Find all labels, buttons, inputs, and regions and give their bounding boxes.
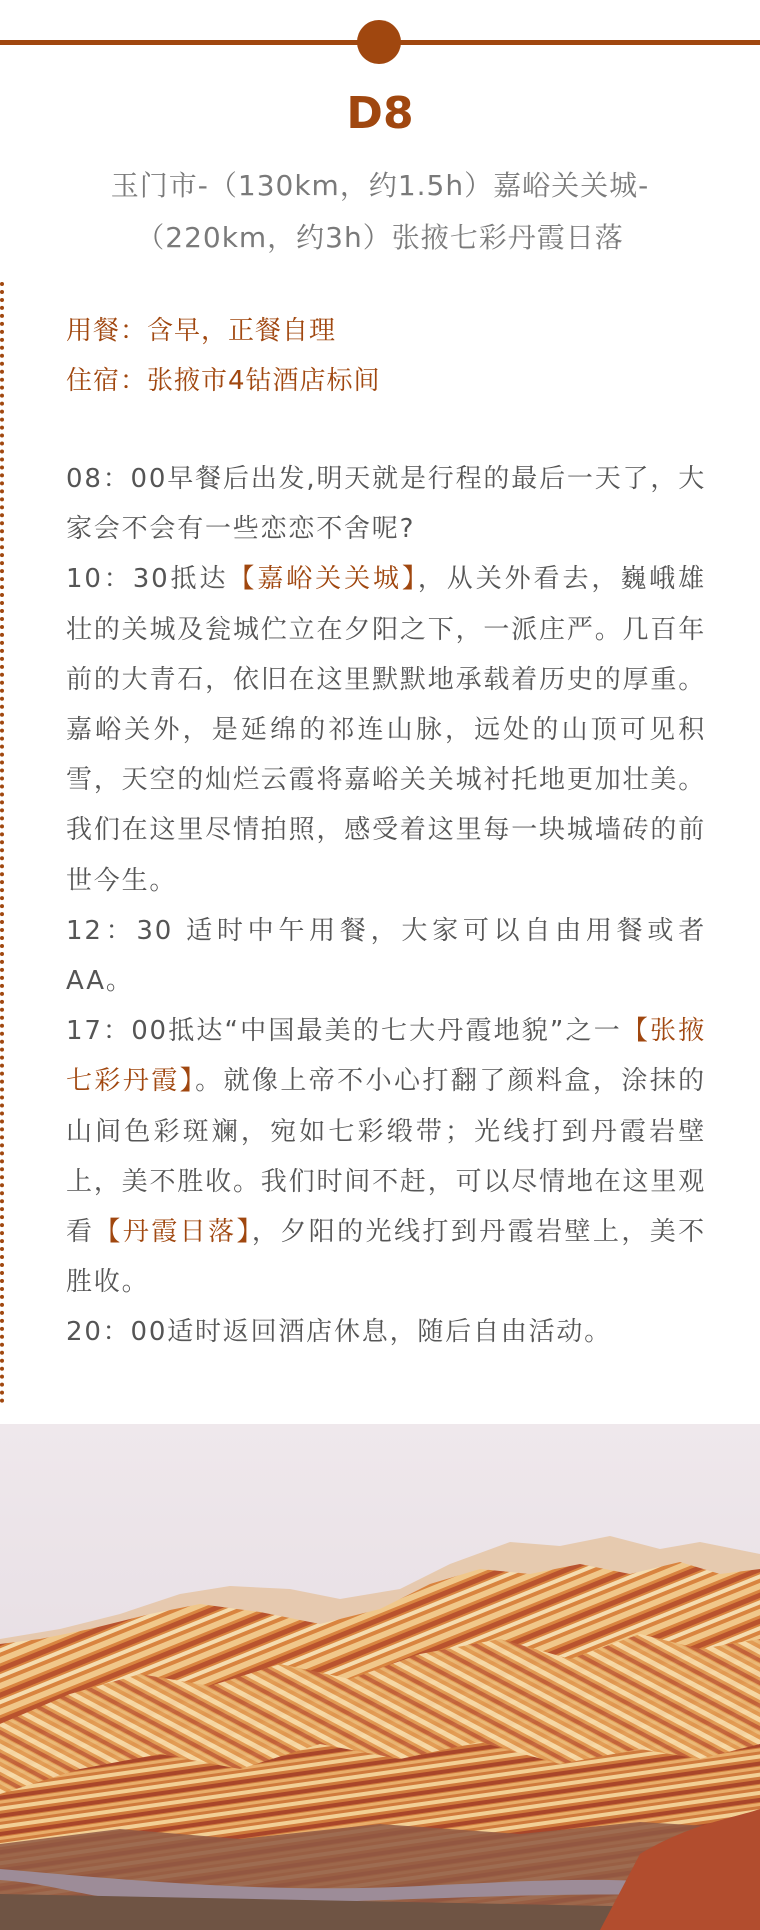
lodging-info: 住宿：张掖市4钻酒店标间	[66, 366, 381, 396]
highlight-danxia-sunset: 【丹霞日落】	[94, 1217, 252, 1248]
schedule-item-1030	[66, 554, 706, 905]
schedule-text-segment: ，夕阳的光线打到丹霞岩壁上，美不胜收。	[66, 1217, 706, 1298]
top-divider-dot	[357, 20, 401, 64]
route-subtitle: 玉门市-（130km，约1.5h）嘉峪关关城-（220km，约3h）张掖七彩丹霞日落	[110, 169, 650, 254]
schedule-text-segment: ，从关外看去，巍峨雄壮的关城及瓮城伫立在夕阳之下，一派庄严。几百年前的大青石，依旧在这里默默地承载着历史的厚重。 嘉峪关外，是延绵的祁连山脉，远处的山顶可见积雪，天空的灿烂云霞将嘉峪关关城衬托地更加壮美。我们在这里尽情拍照，感受着这里每一块城墙砖的前世今生。	[66, 564, 706, 896]
schedule-text-segment: 。就像上帝不小心打翻了颜料盒，涂抹的山间色彩斑斓，宛如七彩缎带；光线打到丹霞岩壁上，美不胜收。我们时间不赶，可以尽情地在这里观看	[66, 1066, 706, 1248]
danxia-landscape-photo	[0, 1424, 760, 1930]
meals-info: 用餐：含早，正餐自理	[66, 316, 337, 346]
side-dotted-border	[0, 282, 4, 1404]
day-title: D8	[346, 88, 414, 139]
schedule-text-segment: 17：00抵达“中国最美的七大丹霞地貌”之一	[66, 1016, 622, 1047]
schedule-item-2000: 20：00适时返回酒店休息，随后自由活动。	[66, 1317, 612, 1348]
info-block	[66, 306, 706, 406]
schedule-item-1230: 12：30 适时中午用餐，大家可以自由用餐或者AA。	[66, 915, 706, 997]
schedule-item-0800: 08：00早餐后出发,明天就是行程的最后一天了，大家会不会有一些恋恋不舍呢?	[66, 464, 706, 545]
highlight-jiayuguan: 【嘉峪关关城】	[228, 564, 418, 595]
schedule-item-1700	[66, 1006, 706, 1307]
schedule-text	[66, 454, 706, 1358]
highlight-zhangye-danxia: 【张掖七彩丹霞】	[66, 1016, 706, 1097]
schedule-text-segment: 10：30抵达	[66, 564, 229, 595]
